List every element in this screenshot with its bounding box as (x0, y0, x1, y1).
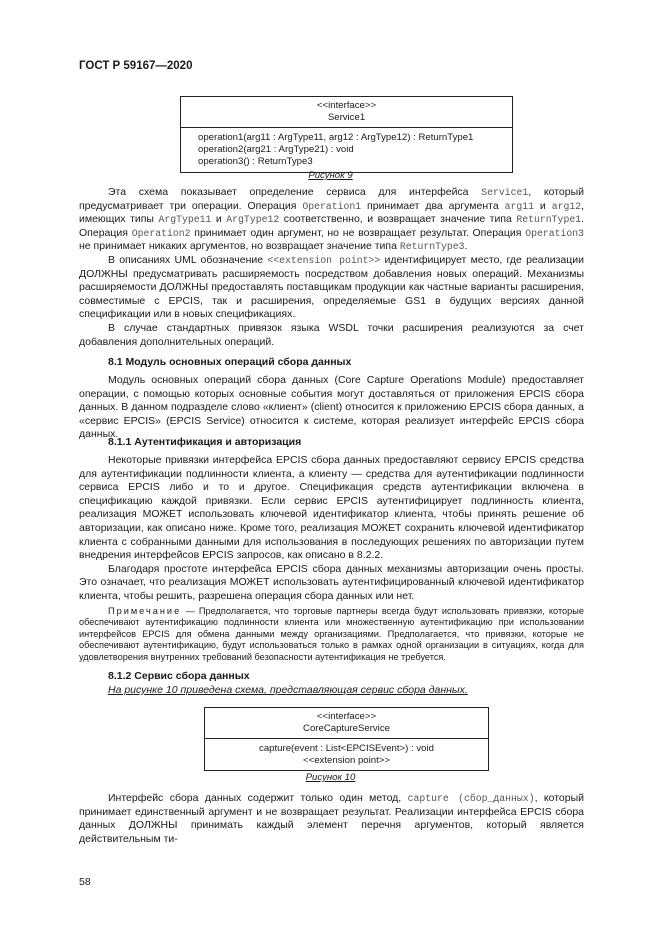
uml-class-name: Service1 (327, 112, 366, 123)
section-heading: 8.1.2 Сервис сбора данных (108, 670, 250, 682)
uml-operation: operation1(arg11 : ArgType11, arg12 : ArgType12) : ReturnType1 (198, 132, 474, 143)
body-text-block (79, 454, 584, 604)
figure-caption: Рисунок 9 (308, 170, 353, 181)
note-block (79, 606, 584, 663)
paragraph: В описаниях UML обозначение <<extension point>> идентифицирует место, где реализации ДОЛЖНЫ предусматривать расширяемость посредством добавления новых операций. Механизмы расширяемости ДОЛЖНЫ предоставлять поставщикам продукции как частные варианты расширения, совместимые с EPCIS, так и расширения, определяемые GS1 в будущих версиях данной спецификации или в новых спецификациях. (79, 253, 584, 321)
uml-operation: capture(event : List<EPCISEvent>) : void (259, 743, 434, 754)
paragraph: Интерфейс сбора данных содержит только один метод, capture (сбор_данных), который принимает единственный аргумент и не возвращает результат. Реализации интерфейса EPCIS сбора данных ДОЛЖНЫ принимать каждый элемент перечня аргументов, который является действительным ти- (79, 792, 584, 845)
note-label: Примечание (108, 606, 182, 616)
uml-operations (181, 128, 512, 172)
figure-caption: Рисунок 10 (305, 772, 356, 783)
section-heading: 8.1.1 Аутентификация и авторизация (108, 436, 302, 448)
uml-stereotype: <<interface>> (316, 100, 377, 111)
paragraph: В случае стандартных привязок языка WSDL точки расширения реализуются за счет добавления дополнительных операций. (79, 321, 584, 348)
uml-operation: operation2(arg21 : ArgType21) : void (198, 144, 354, 155)
uml-extension-point: <<extension point>> (303, 755, 390, 766)
uml-operations (205, 739, 488, 770)
uml-class-name: CoreCaptureService (303, 723, 390, 734)
paragraph: Благодаря простоте интерфейса EPCIS сбора данных механизмы авторизации очень просты. Это означает, что реализация МОЖЕТ использовать аутентифицированный ключевой идентификатор клиента, чтобы решить, разрешена операция сбора данных или нет. (79, 562, 584, 602)
uml-class-header (181, 97, 512, 128)
standard-header: ГОСТ Р 59167—2020 (79, 60, 193, 72)
page-number: 58 (79, 876, 91, 888)
uml-interface-service1 (180, 96, 513, 173)
uml-operation: operation3() : ReturnType3 (198, 156, 313, 167)
paragraph: Эта схема показывает определение сервиса для интерфейса Service1, который предусматривает три операции. Операция Operation1 принимает два аргумента arg11 и arg12, имеющих типы ArgType11 и ArgType12 соответственно, и возвращает значение типа ReturnType1. Операция Operation2 принимает один аргумент, но не возвращает результат. Операция Operation3 не принимает никаких аргументов, но возвращает значение типа ReturnType3. (79, 186, 585, 253)
figure-reference: На рисунке 10 приведена схема, представляющая сервис сбора данных. (108, 684, 468, 696)
section-heading: 8.1 Модуль основных операций сбора данных (108, 356, 352, 368)
body-text-block (79, 186, 584, 349)
note-paragraph: Примечание — Предполагается, что торговые партнеры всегда будут использовать привязки, которые обеспечивают аутентификацию подлинности клиента или множественную аутентификацию при использовании интерфейсов EPCIS для обмена данными между организациями. Предполагается, что привязки, которые не обеспечивают аутентификацию, будут использоваться только в рамках одной организации в ситуациях, когда для удовлетворения внутренних требований безопасности аутентификация не требуется. (79, 606, 584, 662)
paragraph: Модуль основных операций сбора данных (Core Capture Operations Module) предоставляет операции, с помощью которых основные события могут доставляться от приложения EPCIS сбора данных. В данном подразделе слово «клиент» (client) относится к приложению EPCIS сбора данных, а «сервис EPCIS» (EPCIS Service) относится к системе, которая реализует интерфейс EPCIS сбора данных. (79, 374, 584, 441)
body-text-block (79, 792, 584, 846)
paragraph: Некоторые привязки интерфейса EPCIS сбора данных предоставляют сервису EPCIS средства для аутентификации подлинности клиента, а клиенту — средства для аутентификации подлинности сервиса EPCIS либо и то и другое. Спецификация средств аутентификации включена в спецификацию каждой привязки. Если сервис EPCIS аутентифицирует подлинность клиента, реализация МОЖЕТ использовать ключевой идентификатор клиента, чтобы принять решение об авторизации, как описано ниже. Кроме того, реализация МОЖЕТ сохранить ключевой идентификатор клиента с собранными данными для использования в последующих решениях по авторизации путем внедрения интерфейсов EPCIS запросов, как описано в 8.2.2. (79, 454, 584, 562)
uml-class-header (205, 708, 488, 739)
body-text-block (79, 374, 584, 442)
uml-stereotype: <<interface>> (316, 711, 377, 722)
uml-interface-corecaptureservice (204, 707, 489, 771)
